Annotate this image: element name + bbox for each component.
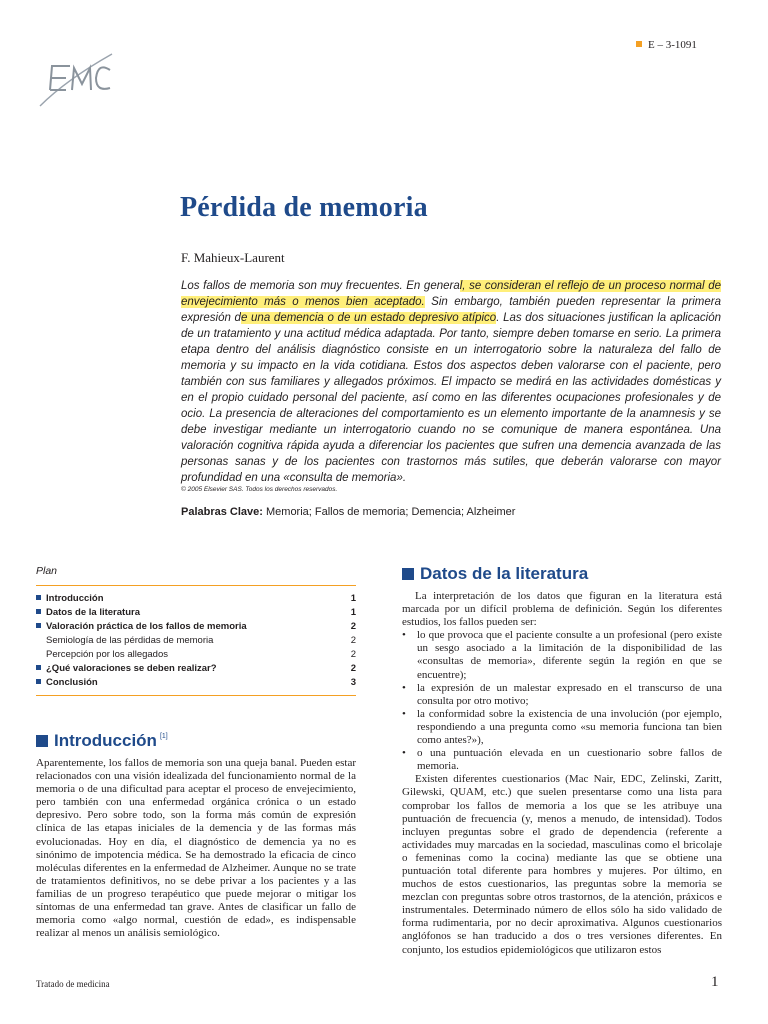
blue-square-icon bbox=[402, 568, 414, 580]
abstract-highlight: e una demencia o de un estado depresivo atípico bbox=[240, 312, 497, 324]
plan-item[interactable] bbox=[36, 606, 356, 620]
plan-box bbox=[36, 565, 356, 696]
plan-subitem[interactable] bbox=[36, 648, 356, 662]
plan-item-page: 2 bbox=[350, 663, 356, 674]
plan-item-page: 1 bbox=[350, 593, 356, 604]
plan-item-page: 2 bbox=[350, 635, 356, 646]
keywords-list: Memoria; Fallos de memoria; Demencia; Alzheimer bbox=[266, 506, 516, 518]
section-heading-text: Introducción bbox=[54, 731, 157, 750]
plan-subitem[interactable] bbox=[36, 634, 356, 648]
list-item: • o una puntuación elevada en un cuestionario sobre fallos de memoria. bbox=[402, 747, 722, 773]
orange-square-icon bbox=[636, 41, 642, 47]
plan-item[interactable] bbox=[36, 676, 356, 690]
emc-logo bbox=[36, 50, 116, 108]
abstract-text: Sin embargo, también pueden representar la primera expresión d bbox=[181, 296, 721, 324]
plan-item[interactable] bbox=[36, 592, 356, 606]
abstract-highlight: l, se consideran el reflejo de un proceso normal de envejecimiento más o menos bien aceptado. bbox=[181, 280, 721, 308]
section-heading-datos-literatura bbox=[402, 564, 588, 584]
document-reference bbox=[636, 39, 697, 51]
divider bbox=[36, 695, 356, 696]
abstract bbox=[181, 278, 721, 486]
list-item: • la conformidad sobre la existencia de una involución (por ejemplo, respondiendo a una pregunta como «su memoria funciona tan bien como antes?»), bbox=[402, 708, 722, 747]
reference-code: E – 3-1091 bbox=[648, 39, 697, 51]
plan-item-label: Datos de la literatura bbox=[36, 606, 140, 620]
plan-item[interactable] bbox=[36, 662, 356, 676]
keywords-label: Palabras Clave: bbox=[181, 506, 263, 518]
plan-item-label: ¿Qué valoraciones se deben realizar? bbox=[36, 662, 217, 676]
paragraph: Existen diferentes cuestionarios (Mac Nair, EDC, Zelinski, Zaritt, Gilewski, QUAM, etc.) que suelen presentarse como una lista para comprobar los fallos de memoria a los que se les atribuye una puntuación de frecuencia (y, menos a menudo, de intensidad). Todos incluyen preguntas sobre el grado de dependencia (referente a actividades muy marcadas en la sociedad, masculinas como el bricolaje o femeninas como la cocina) mediante las que se obtiene una puntuación total diferente para hombres y mujeres. Por último, en muchos de estos cuestionarios, las preguntas sobre la memoria se mezclan con preguntas sobre otros trastornos, de la atención, práxicos e instrumentales. Determinado número de ellos sólo ha sido validado de forma rudimentaria, por no decir aproximativa. Algunos cuestionarios anglófonos se han traducido a dos o tres versiones diferentes. En conjunto, los estudios epidemiológicos que utilizaron estos bbox=[402, 773, 722, 956]
article-title: Pérdida de memoria bbox=[180, 192, 428, 223]
plan-item-label: Conclusión bbox=[36, 676, 98, 690]
reference-link[interactable]: [1] bbox=[159, 733, 168, 740]
intro-paragraph: Aparentemente, los fallos de memoria son una queja banal. Pueden estar relacionados con una visión idealizada del funcionamiento normal de la memoria o de una dificultad para aceptar el proceso de envejecimiento, pero también con una enfermedad orgánica crónica o un estado depresivo. Pero sobre todo, son la forma más común de expresión clínica de las etapas iniciales de la demencia y de las formas más evolucionadas. Hoy en día, el diagnóstico de demencia ya no es sinónimo de impotencia médica. Se ha demostrado la eficacia de cinco moléculas diferentes en la enfermedad de Alzheimer. Aunque no se trate de tratamientos definitivos, no se debe privar a los pacientes y a las familias de un progreso terapéutico que puede mejorar o mitigar los síntomas de una enfermedad tan grave. Antes de clasificar un fallo de memoria como «algo normal, cuestión de edad», es indispensable realizar al menos un análisis semiológico. bbox=[36, 757, 356, 940]
divider bbox=[36, 585, 356, 586]
blue-square-icon bbox=[36, 735, 48, 747]
footer-publication: Tratado de medicina bbox=[36, 979, 110, 989]
plan-item-label: Percepción por los allegados bbox=[46, 649, 168, 660]
abstract-text: . Las dos situaciones justifican la aplicación de un tratamiento y una actitud médica adaptada. Por tanto, siempre deben tomarse en serio. La primera etapa dentro del análisis diagnóstico consiste en un interrogatorio sobre la naturaleza del fallo de memoria y su impacto en la vida cotidiana. Estos dos aspectos deben valorarse con el paciente, pero también con sus familiares y allegados próximos. El impacto se medirá en las actividades domésticas y en el propio cuidado personal del paciente, así como en las diferentes ocupaciones profesionales y de ocio. La presencia de alteraciones del comportamiento es un elemento importante de la anamnesis y se debe investigar mediante un interrogatorio cuando no se comunique de manera espontánea. Una valoración cognitiva rápida ayuda a diferenciar los pacientes que sufren una demencia avanzada de las personas sanas y de los pacientes con trastornos más sutiles, que deberán valorarse con mayor profundidad en una «consulta de memoria». bbox=[181, 312, 721, 484]
section-heading-text: Datos de la literatura bbox=[420, 564, 589, 583]
plan-item-page: 2 bbox=[350, 649, 356, 660]
literature-section bbox=[402, 590, 722, 957]
bullet-list bbox=[402, 629, 722, 773]
paragraph: La interpretación de los datos que figuran en la literatura está marcada por un difícil problema de definición. Según los diferentes estudios, los fallos pueden ser: bbox=[402, 590, 722, 629]
plan-item-page: 3 bbox=[350, 677, 356, 688]
plan-item-page: 2 bbox=[350, 621, 356, 632]
page-number: 1 bbox=[711, 974, 719, 990]
plan-item-label: Introducción bbox=[36, 592, 104, 606]
copyright: © 2005 Elsevier SAS. Todos los derechos reservados. bbox=[181, 486, 338, 493]
plan-item-page: 1 bbox=[350, 607, 356, 618]
plan-title: Plan bbox=[36, 565, 58, 577]
section-heading-introduccion bbox=[36, 731, 168, 751]
list-item: • lo que provoca que el paciente consulte a un profesional (pero existe un sesgo asociado a la limitación de la disponibilidad de las «consultas de memoria», diferente según la región en que se encuentre); bbox=[402, 629, 722, 681]
plan-item[interactable] bbox=[36, 620, 356, 634]
plan-item-label: Semiología de las pérdidas de memoria bbox=[46, 635, 214, 646]
plan-item-label: Valoración práctica de los fallos de memoria bbox=[36, 620, 247, 634]
abstract-text: Los fallos de memoria son muy frecuentes. En genera bbox=[181, 280, 460, 292]
keywords bbox=[181, 506, 515, 518]
list-item: • la expresión de un malestar expresado en el transcurso de una consulta por otro motivo; bbox=[402, 682, 722, 708]
author: F. Mahieux-Laurent bbox=[181, 250, 285, 265]
